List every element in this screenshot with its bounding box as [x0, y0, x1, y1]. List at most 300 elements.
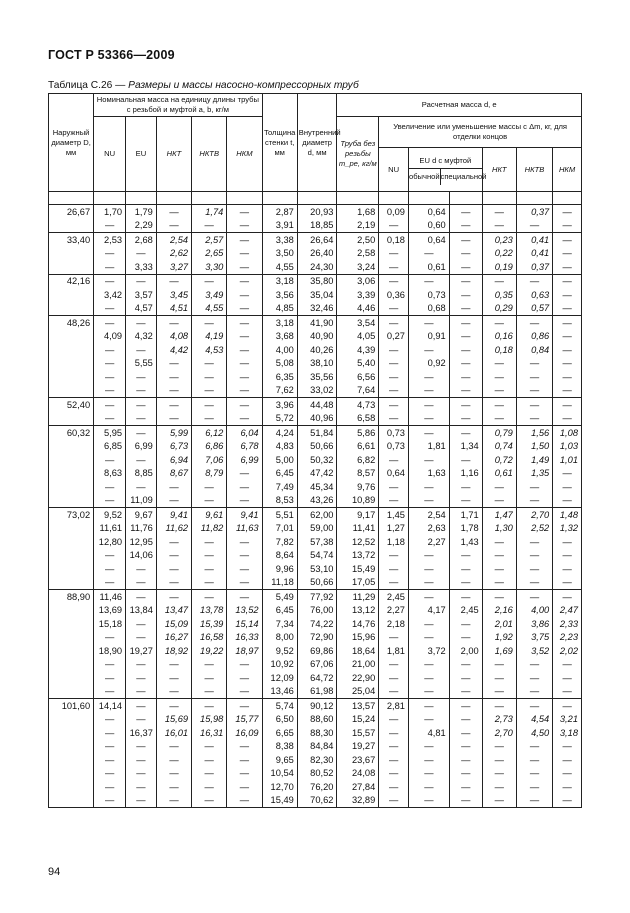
- table-cell: 2,52: [516, 522, 552, 536]
- table-cell: —: [408, 780, 449, 794]
- outer-diameter-cell: [49, 343, 94, 357]
- table-cell: 3,96: [262, 398, 297, 412]
- table-cell: —: [449, 260, 482, 274]
- table-cell: 11,29: [337, 590, 379, 604]
- table-cell: 11,41: [337, 522, 379, 536]
- table-cell: —: [126, 658, 157, 672]
- table-cell: 2,62: [156, 247, 191, 261]
- table-cell: 69,86: [297, 644, 337, 658]
- table-cell: 9,76: [337, 480, 379, 494]
- table-cell: 10,92: [262, 658, 297, 672]
- table-cell: 18,92: [156, 644, 191, 658]
- outer-diameter-cell: [49, 480, 94, 494]
- table-cell: —: [379, 412, 409, 426]
- table-row: [49, 480, 582, 494]
- table-cell: 1,16: [449, 467, 482, 481]
- table-cell: —: [408, 794, 449, 808]
- table-cell: 6,78: [227, 440, 262, 454]
- table-cell: 4,55: [192, 302, 227, 316]
- table-cell: 3,45: [156, 288, 191, 302]
- table-cell: 2,16: [482, 604, 516, 618]
- table-cell: —: [408, 426, 449, 440]
- outer-diameter-cell: 48,26: [49, 316, 94, 330]
- table-cell: —: [126, 453, 157, 467]
- table-cell: 47,42: [297, 467, 337, 481]
- table-cell: —: [126, 699, 157, 713]
- table-cell: 7,06: [192, 453, 227, 467]
- table-cell: —: [227, 330, 262, 344]
- table-cell: 2,68: [126, 233, 157, 247]
- table-cell: 2,50: [337, 233, 379, 247]
- table-cell: —: [126, 247, 157, 261]
- table-cell: 4,00: [262, 343, 297, 357]
- table-cell: 2,53: [94, 233, 126, 247]
- table-cell: 9,52: [94, 508, 126, 522]
- table-cell: —: [516, 412, 552, 426]
- table-cell: 3,91: [262, 219, 297, 233]
- table-cell: 13,72: [337, 549, 379, 563]
- table-cell: —: [408, 617, 449, 631]
- table-cell: 3,27: [156, 260, 191, 274]
- table-cell: 2,58: [337, 247, 379, 261]
- table-cell: —: [94, 740, 126, 754]
- table-cell: 1,68: [337, 205, 379, 219]
- table-cell: —: [156, 699, 191, 713]
- table-row: [49, 274, 582, 288]
- table-cell: —: [482, 753, 516, 767]
- table-cell: 57,38: [297, 535, 337, 549]
- outer-diameter-cell: [49, 370, 94, 384]
- table-cell: —: [126, 274, 157, 288]
- table-cell: 9,65: [262, 753, 297, 767]
- table-cell: —: [126, 370, 157, 384]
- table-cell: —: [553, 562, 582, 576]
- table-cell: 80,52: [297, 767, 337, 781]
- header-pipe-no-thread: Труба без резьбы m_pe, кг/м: [337, 117, 379, 192]
- table-cell: —: [94, 576, 126, 590]
- table-cell: —: [227, 699, 262, 713]
- table-cell: —: [227, 233, 262, 247]
- table-cell: —: [408, 590, 449, 604]
- table-cell: 5,40: [337, 357, 379, 371]
- table-cell: 6,35: [262, 370, 297, 384]
- table-cell: —: [516, 384, 552, 398]
- table-cell: —: [449, 302, 482, 316]
- table-cell: 11,18: [262, 576, 297, 590]
- table-cell: —: [156, 780, 191, 794]
- table-cell: 40,90: [297, 330, 337, 344]
- table-cell: 4,53: [192, 343, 227, 357]
- table-cell: 61,98: [297, 685, 337, 699]
- outer-diameter-cell: [49, 535, 94, 549]
- table-cell: 3,18: [553, 726, 582, 740]
- table-cell: 6,73: [156, 440, 191, 454]
- table-cell: —: [379, 658, 409, 672]
- table-cell: —: [408, 453, 449, 467]
- table-cell: —: [192, 370, 227, 384]
- table-cell: —: [227, 370, 262, 384]
- table-cell: —: [192, 480, 227, 494]
- table-cell: —: [408, 398, 449, 412]
- table-cell: 13,69: [94, 604, 126, 618]
- table-cell: 13,78: [192, 604, 227, 618]
- table-cell: —: [227, 343, 262, 357]
- table-cell: 1,47: [482, 508, 516, 522]
- table-cell: —: [449, 219, 482, 233]
- table-cell: —: [94, 631, 126, 645]
- table-cell: 18,97: [227, 644, 262, 658]
- table-cell: —: [482, 562, 516, 576]
- table-cell: —: [227, 494, 262, 508]
- table-cell: —: [156, 590, 191, 604]
- table-cell: 4,46: [337, 302, 379, 316]
- table-row: [49, 219, 582, 233]
- outer-diameter-cell: 42,16: [49, 274, 94, 288]
- table-cell: 0,92: [408, 357, 449, 371]
- table-cell: —: [482, 274, 516, 288]
- table-cell: 6,61: [337, 440, 379, 454]
- table-cell: 3,68: [262, 330, 297, 344]
- table-cell: 1,79: [126, 205, 157, 219]
- table-cell: 5,72: [262, 412, 297, 426]
- table-cell: 74,22: [297, 617, 337, 631]
- table-cell: 6,82: [337, 453, 379, 467]
- table-cell: 7,82: [262, 535, 297, 549]
- table-cell: 16,27: [156, 631, 191, 645]
- table-cell: 24,30: [297, 260, 337, 274]
- table-cell: 13,84: [126, 604, 157, 618]
- table-cell: —: [553, 343, 582, 357]
- table-cell: —: [227, 685, 262, 699]
- table-cell: —: [379, 631, 409, 645]
- table-cell: —: [94, 247, 126, 261]
- table-row: [49, 357, 582, 371]
- table-cell: 35,80: [297, 274, 337, 288]
- table-cell: —: [482, 316, 516, 330]
- table-cell: 3,75: [516, 631, 552, 645]
- pipe-dimensions-table: [48, 93, 582, 808]
- table-cell: 0,16: [482, 330, 516, 344]
- table-cell: 0,60: [408, 219, 449, 233]
- header-eu-coupling: EU d с муфтой: [409, 154, 482, 169]
- table-cell: —: [449, 685, 482, 699]
- table-cell: —: [156, 384, 191, 398]
- table-cell: 13,47: [156, 604, 191, 618]
- table-cell: 8,67: [156, 467, 191, 481]
- table-cell: 40,96: [297, 412, 337, 426]
- table-cell: —: [408, 671, 449, 685]
- table-cell: —: [156, 205, 191, 219]
- header-nu: NU: [94, 117, 126, 192]
- table-row: [49, 343, 582, 357]
- table-cell: 3,52: [516, 644, 552, 658]
- outer-diameter-cell: [49, 604, 94, 618]
- table-cell: —: [126, 398, 157, 412]
- table-cell: —: [516, 740, 552, 754]
- table-cell: 18,64: [337, 644, 379, 658]
- table-cell: 9,96: [262, 562, 297, 576]
- table-cell: 0,36: [379, 288, 409, 302]
- table-cell: 18,85: [297, 219, 337, 233]
- table-cell: 21,00: [337, 658, 379, 672]
- table-cell: 15,49: [337, 562, 379, 576]
- table-cell: 50,32: [297, 453, 337, 467]
- table-cell: —: [156, 398, 191, 412]
- table-cell: —: [449, 658, 482, 672]
- table-cell: 0,41: [516, 247, 552, 261]
- table-cell: —: [553, 671, 582, 685]
- table-cell: —: [156, 576, 191, 590]
- table-cell: —: [126, 740, 157, 754]
- table-cell: 5,99: [156, 426, 191, 440]
- table-cell: 3,24: [337, 260, 379, 274]
- table-cell: —: [126, 753, 157, 767]
- table-cell: 6,58: [337, 412, 379, 426]
- table-cell: —: [126, 780, 157, 794]
- table-cell: —: [553, 357, 582, 371]
- table-cell: 16,58: [192, 631, 227, 645]
- table-row: [49, 233, 582, 247]
- table-row: [49, 631, 582, 645]
- table-cell: —: [516, 576, 552, 590]
- outer-diameter-cell: 88,90: [49, 590, 94, 604]
- table-cell: —: [516, 780, 552, 794]
- table-cell: 4,83: [262, 440, 297, 454]
- table-row: [49, 658, 582, 672]
- table-cell: —: [227, 576, 262, 590]
- table-cell: —: [449, 274, 482, 288]
- table-cell: 7,64: [337, 384, 379, 398]
- table-cell: —: [156, 219, 191, 233]
- table-cell: 1,30: [482, 522, 516, 536]
- table-cell: 77,92: [297, 590, 337, 604]
- table-cell: 7,62: [262, 384, 297, 398]
- table-cell: 9,67: [126, 508, 157, 522]
- table-cell: 15,69: [156, 713, 191, 727]
- table-cell: —: [192, 671, 227, 685]
- table-cell: 14,06: [126, 549, 157, 563]
- table-cell: 76,00: [297, 604, 337, 618]
- table-cell: 0,73: [379, 426, 409, 440]
- table-cell: —: [227, 590, 262, 604]
- outer-diameter-cell: 52,40: [49, 398, 94, 412]
- table-cell: —: [553, 233, 582, 247]
- table-cell: —: [482, 370, 516, 384]
- outer-diameter-cell: 60,32: [49, 426, 94, 440]
- table-cell: —: [516, 590, 552, 604]
- table-cell: 1,78: [449, 522, 482, 536]
- table-cell: 5,86: [337, 426, 379, 440]
- table-cell: —: [192, 219, 227, 233]
- table-cell: —: [379, 576, 409, 590]
- table-cell: 0,79: [482, 426, 516, 440]
- outer-diameter-cell: [49, 260, 94, 274]
- table-cell: —: [449, 713, 482, 727]
- table-cell: 2,27: [408, 535, 449, 549]
- table-cell: 0,27: [379, 330, 409, 344]
- table-cell: —: [553, 330, 582, 344]
- table-cell: 1,45: [379, 508, 409, 522]
- table-cell: —: [553, 316, 582, 330]
- caption-title: Размеры и массы насосно-компрессорных труб: [128, 80, 359, 91]
- table-cell: —: [192, 357, 227, 371]
- table-cell: 3,18: [262, 316, 297, 330]
- table-cell: 15,39: [192, 617, 227, 631]
- table-cell: —: [94, 480, 126, 494]
- table-cell: 0,57: [516, 302, 552, 316]
- table-cell: 2,57: [192, 233, 227, 247]
- table-cell: 9,61: [192, 508, 227, 522]
- table-cell: 0,37: [516, 205, 552, 219]
- table-cell: —: [516, 794, 552, 808]
- header-eu: EU: [126, 117, 157, 192]
- table-cell: —: [192, 398, 227, 412]
- table-cell: 5,08: [262, 357, 297, 371]
- table-cell: 43,26: [297, 494, 337, 508]
- table-cell: —: [227, 535, 262, 549]
- table-row: [49, 685, 582, 699]
- table-cell: —: [94, 357, 126, 371]
- table-cell: —: [156, 480, 191, 494]
- table-cell: —: [126, 426, 157, 440]
- table-cell: —: [516, 316, 552, 330]
- table-cell: —: [408, 480, 449, 494]
- table-cell: 35,04: [297, 288, 337, 302]
- table-cell: —: [408, 658, 449, 672]
- table-cell: 3,86: [516, 617, 552, 631]
- outer-diameter-cell: [49, 726, 94, 740]
- table-cell: 11,62: [156, 522, 191, 536]
- table-cell: 16,33: [227, 631, 262, 645]
- table-cell: —: [94, 767, 126, 781]
- table-row: [49, 780, 582, 794]
- table-cell: —: [227, 357, 262, 371]
- table-cell: 4,17: [408, 604, 449, 618]
- table-cell: —: [482, 780, 516, 794]
- table-cell: —: [482, 357, 516, 371]
- header-eu-coupling-block: [408, 148, 487, 192]
- table-cell: —: [94, 780, 126, 794]
- table-cell: —: [379, 453, 409, 467]
- outer-diameter-cell: [49, 247, 94, 261]
- table-cell: —: [482, 658, 516, 672]
- table-cell: 0,61: [408, 260, 449, 274]
- table-cell: 2,45: [379, 590, 409, 604]
- table-cell: —: [449, 343, 482, 357]
- table-cell: —: [227, 767, 262, 781]
- table-cell: —: [482, 794, 516, 808]
- table-cell: —: [408, 562, 449, 576]
- table-cell: —: [449, 780, 482, 794]
- table-cell: —: [126, 316, 157, 330]
- table-cell: 3,54: [337, 316, 379, 330]
- header-nominal-mass: Номинальная масса на единицу длины трубы с резьбой и муфтой a, b, кг/м: [94, 94, 262, 117]
- table-cell: —: [379, 274, 409, 288]
- table-cell: —: [227, 740, 262, 754]
- table-cell: —: [482, 480, 516, 494]
- table-cell: —: [227, 247, 262, 261]
- header-calculated-mass: Расчетная масса d, e: [337, 94, 582, 117]
- table-cell: 4,55: [262, 260, 297, 274]
- table-cell: —: [126, 480, 157, 494]
- table-cell: —: [94, 726, 126, 740]
- table-cell: 59,00: [297, 522, 337, 536]
- table-cell: 15,57: [337, 726, 379, 740]
- table-cell: 32,89: [337, 794, 379, 808]
- table-cell: 2,33: [553, 617, 582, 631]
- table-cell: —: [449, 480, 482, 494]
- table-cell: —: [408, 494, 449, 508]
- table-cell: —: [379, 247, 409, 261]
- table-cell: 53,10: [297, 562, 337, 576]
- table-cell: 1,18: [379, 535, 409, 549]
- table-cell: —: [553, 302, 582, 316]
- table-cell: 1,32: [553, 522, 582, 536]
- table-cell: —: [408, 685, 449, 699]
- table-cell: —: [482, 412, 516, 426]
- table-cell: 4,19: [192, 330, 227, 344]
- table-cell: 6,94: [156, 453, 191, 467]
- table-cell: —: [379, 780, 409, 794]
- table-caption: [48, 80, 359, 91]
- outer-diameter-cell: [49, 522, 94, 536]
- outer-diameter-cell: [49, 357, 94, 371]
- table-cell: 1,01: [553, 453, 582, 467]
- table-row: [49, 302, 582, 316]
- outer-diameter-cell: [49, 658, 94, 672]
- table-cell: —: [379, 740, 409, 754]
- table-cell: —: [408, 713, 449, 727]
- table-cell: —: [126, 685, 157, 699]
- table-cell: —: [449, 562, 482, 576]
- table-cell: 6,65: [262, 726, 297, 740]
- table-cell: 11,63: [227, 522, 262, 536]
- table-cell: —: [379, 713, 409, 727]
- table-cell: 15,77: [227, 713, 262, 727]
- header-change-nu: NU: [379, 148, 409, 192]
- table-row: [49, 535, 582, 549]
- table-cell: —: [482, 576, 516, 590]
- table-cell: 9,17: [337, 508, 379, 522]
- table-cell: —: [449, 205, 482, 219]
- table-cell: —: [94, 316, 126, 330]
- table-cell: 4,32: [126, 330, 157, 344]
- table-cell: —: [94, 658, 126, 672]
- table-cell: 12,80: [94, 535, 126, 549]
- table-cell: 13,57: [337, 699, 379, 713]
- table-cell: —: [94, 398, 126, 412]
- table-cell: 70,62: [297, 794, 337, 808]
- outer-diameter-cell: [49, 740, 94, 754]
- table-cell: —: [553, 398, 582, 412]
- table-cell: 5,95: [94, 426, 126, 440]
- table-cell: 0,35: [482, 288, 516, 302]
- table-cell: 45,34: [297, 480, 337, 494]
- table-cell: —: [156, 316, 191, 330]
- table-row: [49, 740, 582, 754]
- table-cell: 2,45: [449, 604, 482, 618]
- table-cell: 15,98: [192, 713, 227, 727]
- table-cell: —: [449, 288, 482, 302]
- table-cell: —: [449, 726, 482, 740]
- table-cell: —: [449, 767, 482, 781]
- table-cell: 13,46: [262, 685, 297, 699]
- table-cell: 6,99: [126, 440, 157, 454]
- table-cell: —: [126, 713, 157, 727]
- table-cell: —: [449, 370, 482, 384]
- table-cell: 0,63: [516, 288, 552, 302]
- table-cell: —: [553, 219, 582, 233]
